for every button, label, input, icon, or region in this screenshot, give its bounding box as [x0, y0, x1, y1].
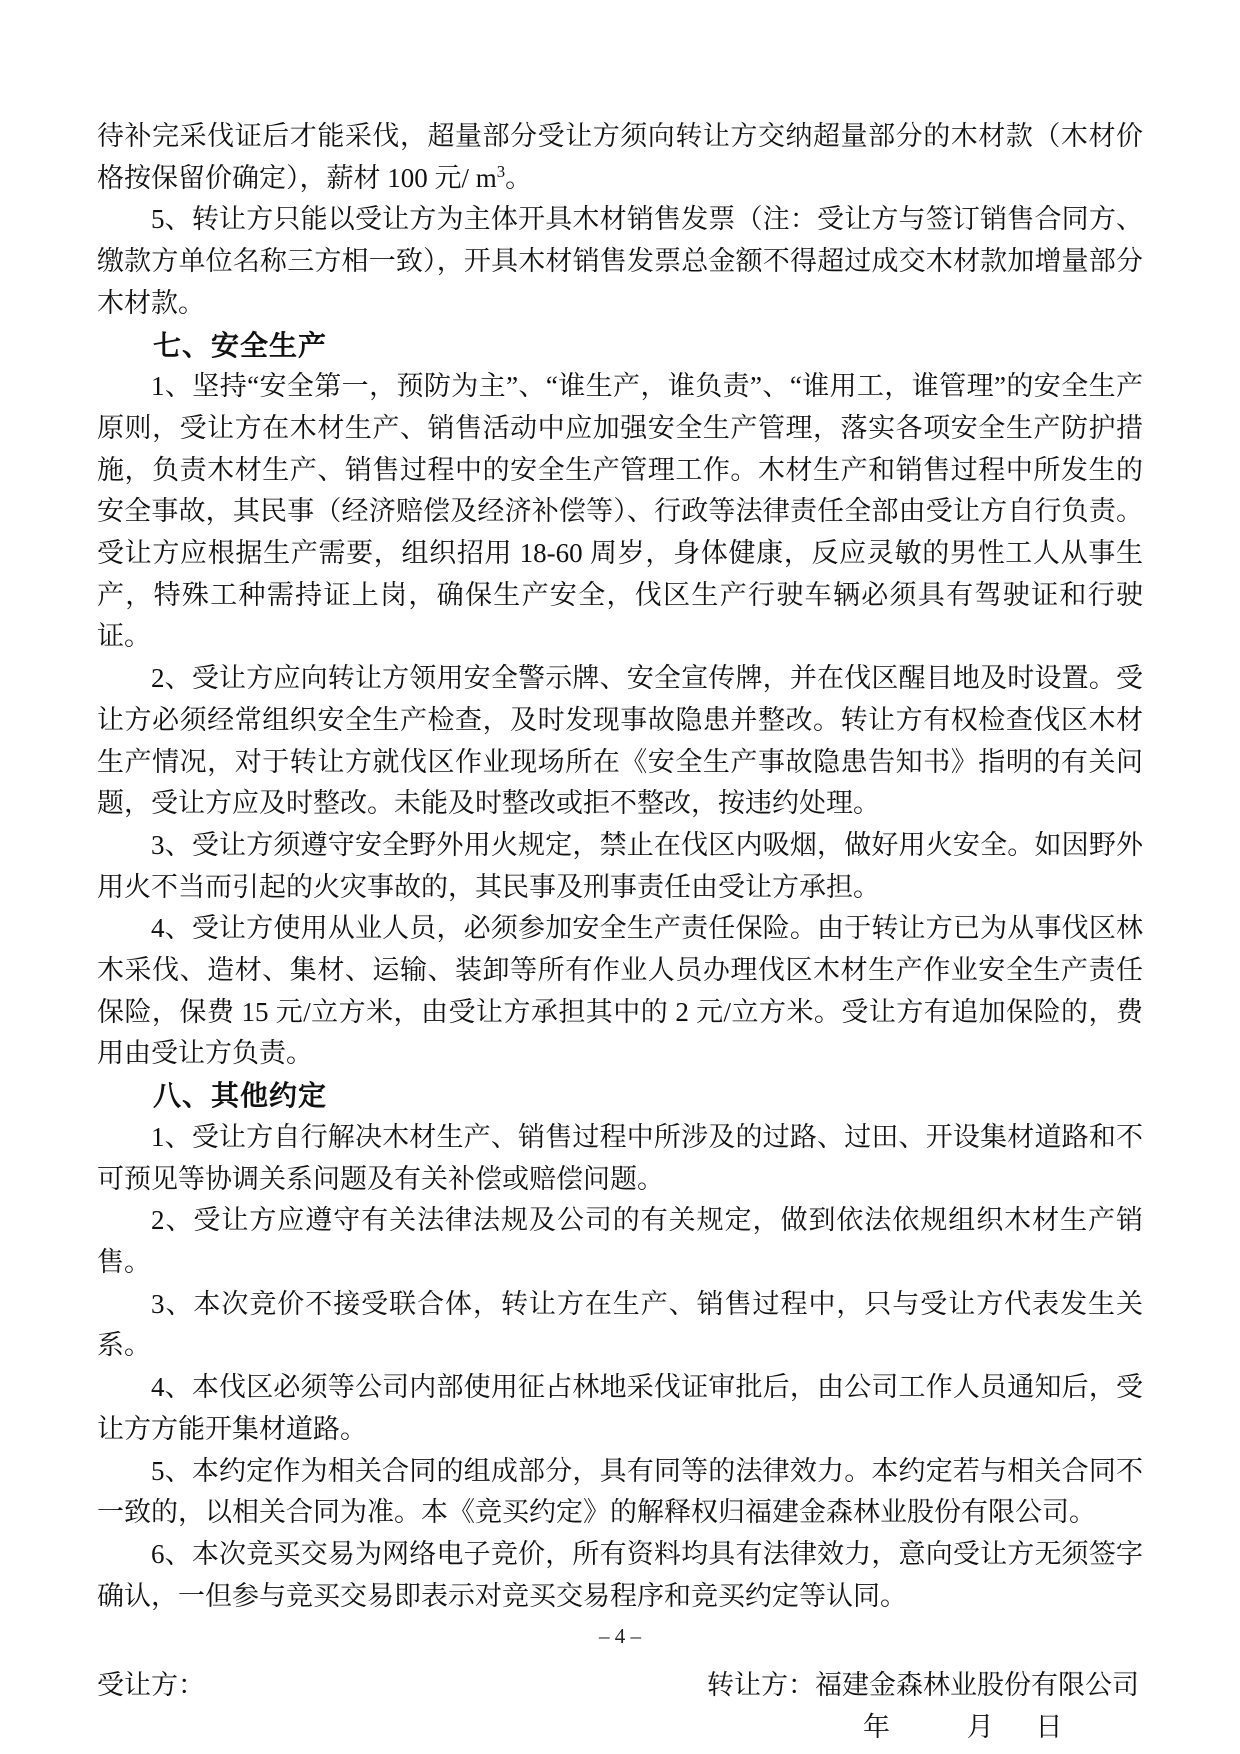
signature-block [97, 1665, 1143, 1707]
paragraph: 1、受让方自行解决木材生产、销售过程中所涉及的过路、过田、开设集材道路和不可预见等协调关系问题及有关补偿或赔偿问题。 [97, 1121, 1143, 1194]
paragraph: 5、本约定作为相关合同的组成部分，具有同等的法律效力。本约定若与相关合同不一致的，以相关合同为准。本《竞买约定》的解释权归福建金森林业股份有限公司。 [97, 1455, 1143, 1528]
paragraph: 2、受让方应遵守有关法律法规及公司的有关规定，做到依法依规组织木材生产销售。 [97, 1205, 1143, 1277]
section-heading: 七、安全生产 [153, 329, 328, 361]
paragraph-list [97, 116, 1143, 1617]
paragraph: 2、受让方应向转让方领用安全警示牌、安全宣传牌，并在伐区醒目地及时设置。受让方必须经常组织安全生产检查，及时发现事故隐患并整改。转让方有权检查伐区木材生产情况，对于转让方就伐区作业现场所在《安全生产事故隐患告知书》指明的有关问题，受让方应及时整改。未能及时整改或拒不整改，按违约处理。 [97, 663, 1143, 819]
section-heading: 八、其他约定 [153, 1080, 328, 1112]
document-body [97, 116, 1143, 1749]
page-number: – 4 – [599, 1624, 641, 1648]
paragraph-text: 。 [505, 162, 533, 193]
superscript-text: 3 [496, 161, 506, 181]
transferee-label: 受让方： [97, 1670, 205, 1701]
month-label: 月 [966, 1712, 994, 1743]
day-label: 日 [1035, 1712, 1063, 1743]
paragraph: 4、受让方使用从业人员，必须参加安全生产责任保险。由于转让方已为从事伐区林木采伐、造材、集材、运输、装卸等所有作业人员办理伐区木材生产作业安全生产责任保险，保费 15 元/立方米，由受让方承担其中的 2 元/立方米。受让方有追加保险的，费用由受让方负责。 [97, 913, 1143, 1069]
paragraph: 5、转让方只能以受让方为主体开具木材销售发票（注：受让方与签订销售合同方、缴款方单位名称三方相一致），开具木材销售发票总金额不得超过成交木材款加增量部分木材款。 [97, 204, 1143, 318]
paragraph: 3、本次竞价不接受联合体，转让方在生产、销售过程中，只与受让方代表发生关系。 [97, 1288, 1143, 1361]
paragraph [97, 116, 1143, 199]
paragraph: 1、坚持“安全第一，预防为主”、“谁生产，谁负责”、“谁用工，谁管理”的安全生产原则，受让方在木材生产、销售活动中应加强安全生产管理，落实各项安全生产防护措施，负责木材生产、销售过程中的安全生产管理工作。木材生产和销售过程中所发生的安全事故，其民事（经济赔偿及经济补偿等）、行政等法律责任全部由受让方自行负责。受让方应根据生产需要，组织招用 18-60 周岁，身体健康，反应灵敏的男性工人从事生产，特殊工种需持证上岗，确保生产安全，伐区生产行驶车辆必须具有驾驶证和行驶证。 [97, 371, 1143, 652]
year-label: 年 [863, 1712, 890, 1743]
paragraph-text: 待补完采伐证后才能采伐，超量部分受让方须向转让方交纳超量部分的木材款（木材价格按保留价确定），薪材 100 元/ m [97, 121, 1143, 193]
paragraph: 6、本次竞买交易为网络电子竞价，所有资料均具有法律效力，意向受让方无须签字确认，一但参与竞买交易即表示对竞买交易程序和竞买约定等认同。 [97, 1538, 1143, 1611]
date-line [97, 1707, 1143, 1749]
paragraph: 3、受让方须遵守安全野外用火规定，禁止在伐区内吸烟，做好用火安全。如因野外用火不当而引起的火灾事故的，其民事及刑事责任由受让方承担。 [97, 829, 1143, 902]
paragraph: 4、本伐区必须等公司内部使用征占林地采伐证审批后，由公司工作人员通知后，受让方方能开集材道路。 [97, 1372, 1143, 1444]
transferor-label: 转让方：福建金森林业股份有限公司 [707, 1670, 1139, 1701]
